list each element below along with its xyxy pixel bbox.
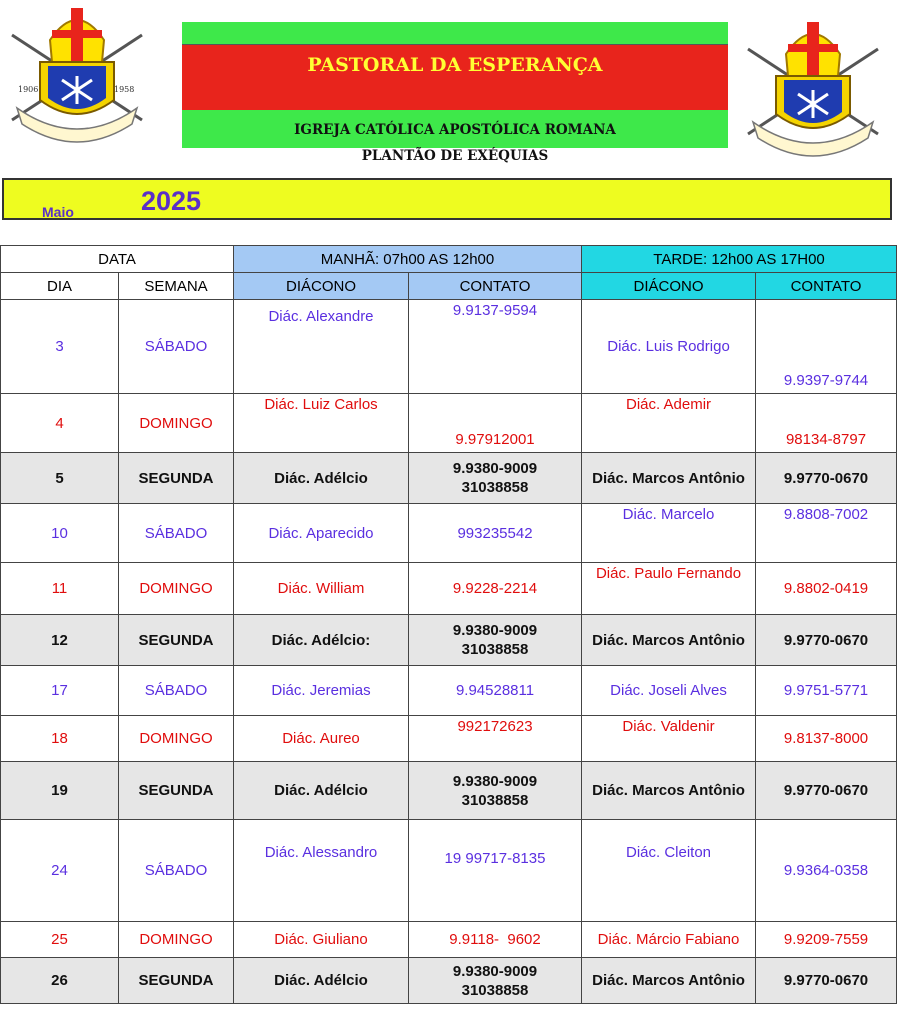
table-row: [1, 922, 897, 958]
cell-morning-deacon: Diác. Adélcio: [234, 762, 409, 820]
cell-morning-deacon: Diác. Adélcio: [234, 453, 409, 504]
cell-morning-contact: [409, 762, 582, 820]
cell-morning-contact: 9.9118- 9602: [409, 922, 582, 958]
cell-afternoon-contact: 9.8808-7002: [756, 504, 897, 563]
header-data: DATA: [1, 246, 234, 273]
cell-afternoon-deacon: Diác. Joseli Alves: [582, 666, 756, 716]
cell-morning-contact: 9.9228-2214: [409, 563, 582, 615]
header-morning-diacono: DIÁCONO: [234, 273, 409, 300]
cell-afternoon-contact: 9.8802-0419: [756, 563, 897, 615]
cell-morning-contact: [409, 958, 582, 1004]
cell-morning-deacon: Diác. Aparecido: [234, 504, 409, 563]
cell-morning-deacon: Diác. Aureo: [234, 716, 409, 762]
cell-afternoon-deacon: Diác. Marcos Antônio: [582, 615, 756, 666]
contact-line-2: 31038858: [461, 791, 529, 809]
header-banner: [182, 22, 728, 164]
header-morning: MANHÃ: 07h00 AS 12h00: [234, 246, 582, 273]
cell-dia: 17: [1, 666, 119, 716]
cell-morning-contact: [409, 615, 582, 666]
table-row: [1, 762, 897, 820]
cell-afternoon-deacon: Diác. Ademir: [582, 394, 756, 453]
cell-afternoon-contact: 9.9364-0358: [756, 820, 897, 922]
header-afternoon-diacono: DIÁCONO: [582, 273, 756, 300]
cell-semana: DOMINGO: [119, 394, 234, 453]
cell-morning-deacon: Diác. Alexandre: [234, 300, 409, 394]
cell-semana: SEGUNDA: [119, 615, 234, 666]
cell-dia: 24: [1, 820, 119, 922]
contact-line-1: 9.9380-9009: [452, 460, 538, 477]
contact-line-2: 31038858: [461, 479, 529, 496]
archdiocese-crest-left: [2, 0, 152, 150]
archdiocese-crest-right: [738, 14, 888, 164]
cell-afternoon-deacon: Diác. Luis Rodrigo: [582, 300, 756, 394]
cell-semana: DOMINGO: [119, 563, 234, 615]
cell-morning-deacon: Diác. Adélcio:: [234, 615, 409, 666]
header-afternoon-contato: CONTATO: [756, 273, 897, 300]
cell-dia: 10: [1, 504, 119, 563]
table-row: [1, 666, 897, 716]
cell-semana: SEGUNDA: [119, 958, 234, 1004]
cell-afternoon-contact: 9.8137-8000: [756, 716, 897, 762]
crest-year-right: 1958: [114, 85, 135, 94]
cell-semana: DOMINGO: [119, 922, 234, 958]
cell-morning-contact: [409, 453, 582, 504]
cell-afternoon-deacon: Diác. Marcelo: [582, 504, 756, 563]
cell-afternoon-contact: 9.9397-9744: [756, 300, 897, 394]
cell-morning-contact: 993235542: [409, 504, 582, 563]
cell-morning-contact: 992172623: [409, 716, 582, 762]
cell-dia: 26: [1, 958, 119, 1004]
header-semana: SEMANA: [119, 273, 234, 300]
table-row: [1, 958, 897, 1004]
cell-semana: SÁBADO: [119, 820, 234, 922]
table-row: [1, 504, 897, 563]
table-header-row: [1, 246, 897, 273]
schedule-table: [0, 245, 897, 1004]
cell-dia: 18: [1, 716, 119, 762]
contact-line-1: 9.9380-9009: [452, 962, 538, 980]
cell-dia: 19: [1, 762, 119, 820]
contact-line-1: 9.9380-9009: [452, 622, 538, 639]
cell-dia: 3: [1, 300, 119, 394]
cell-morning-deacon: Diác. Alessandro: [234, 820, 409, 922]
cell-semana: DOMINGO: [119, 716, 234, 762]
cell-afternoon-contact: 9.9209-7559: [756, 922, 897, 958]
cell-morning-deacon: Diác. Giuliano: [234, 922, 409, 958]
cell-dia: 11: [1, 563, 119, 615]
cell-afternoon-contact: 9.9770-0670: [756, 615, 897, 666]
cell-morning-deacon: Diác. Adélcio: [234, 958, 409, 1004]
subtitle-duty: PLANTÃO DE EXÉQUIAS: [361, 148, 549, 164]
cell-afternoon-deacon: Diác. Valdenir: [582, 716, 756, 762]
cell-semana: SEGUNDA: [119, 453, 234, 504]
cell-dia: 4: [1, 394, 119, 453]
cell-dia: 5: [1, 453, 119, 504]
table-row: [1, 615, 897, 666]
cell-afternoon-contact: 9.9751-5771: [756, 666, 897, 716]
cell-afternoon-deacon: Diác. Márcio Fabiano: [582, 922, 756, 958]
cell-morning-deacon: Diác. William: [234, 563, 409, 615]
cell-semana: SÁBADO: [119, 504, 234, 563]
cell-semana: SÁBADO: [119, 666, 234, 716]
cell-afternoon-deacon: Diác. Marcos Antônio: [582, 958, 756, 1004]
table-row: [1, 716, 897, 762]
header-afternoon: TARDE: 12h00 AS 17H00: [582, 246, 897, 273]
table-row: [1, 820, 897, 922]
table-row: [1, 394, 897, 453]
cell-afternoon-contact: 9.9770-0670: [756, 958, 897, 1004]
cell-morning-deacon: Diác. Jeremias: [234, 666, 409, 716]
table-subheader-row: [1, 273, 897, 300]
cell-morning-contact: 9.97912001: [409, 394, 582, 453]
cell-afternoon-contact: 9.9770-0670: [756, 762, 897, 820]
cell-morning-contact: 9.94528811: [409, 666, 582, 716]
cell-afternoon-deacon: Diác. Cleiton: [582, 820, 756, 922]
table-row: [1, 453, 897, 504]
cell-morning-contact: 19 99717-8135: [409, 820, 582, 922]
contact-line-2: 31038858: [461, 641, 529, 658]
cell-morning-contact: 9.9137-9594: [409, 300, 582, 394]
cell-afternoon-deacon: Diác. Marcos Antônio: [582, 453, 756, 504]
cell-afternoon-deacon: Diác. Marcos Antônio: [582, 762, 756, 820]
cell-afternoon-deacon: Diác. Paulo Fernando: [582, 563, 756, 615]
month-bar: [2, 178, 892, 220]
cell-afternoon-contact: 98134-8797: [756, 394, 897, 453]
cell-dia: 25: [1, 922, 119, 958]
cell-afternoon-contact: 9.9770-0670: [756, 453, 897, 504]
crest-year-left: 1906: [18, 85, 39, 94]
header-morning-contato: CONTATO: [409, 273, 582, 300]
cell-morning-deacon: Diác. Luiz Carlos: [234, 394, 409, 453]
contact-line-2: 31038858: [461, 981, 529, 999]
header-dia: DIA: [1, 273, 119, 300]
cell-semana: SÁBADO: [119, 300, 234, 394]
month-label: Maio: [42, 204, 74, 220]
subtitle-church: IGREJA CATÓLICA APOSTÓLICA ROMANA: [294, 122, 616, 138]
contact-line-1: 9.9380-9009: [452, 772, 538, 790]
year-label: 2025: [141, 186, 202, 216]
page-title: PASTORAL DA ESPERANÇA: [307, 54, 603, 76]
table-row: [1, 563, 897, 615]
table-row: [1, 300, 897, 394]
cell-semana: SEGUNDA: [119, 762, 234, 820]
cell-dia: 12: [1, 615, 119, 666]
